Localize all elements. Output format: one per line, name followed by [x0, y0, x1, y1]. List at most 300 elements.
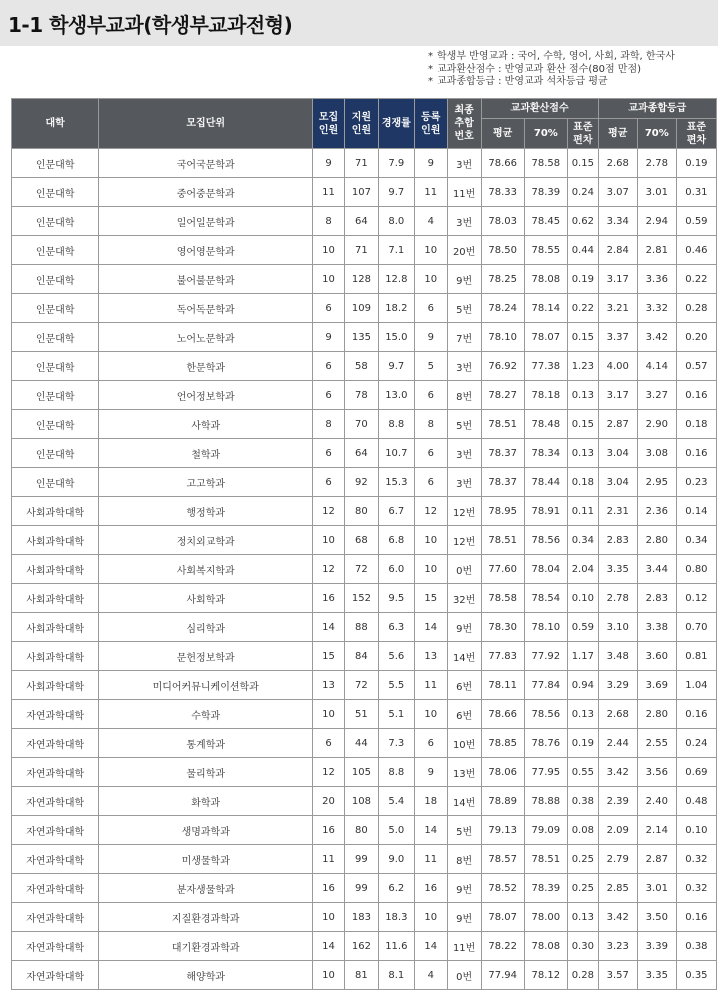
note-marker: * [428, 63, 433, 75]
cell-grade-avg: 2.39 [598, 787, 637, 816]
cell-grade-70: 2.95 [637, 468, 676, 497]
cell-dept: 대기환경과학과 [99, 932, 313, 961]
cell-enroll: 6 [414, 468, 447, 497]
cell-dept: 사학과 [99, 410, 313, 439]
cell-score-70: 78.44 [524, 468, 567, 497]
cell-final: 10번 [447, 729, 481, 758]
cell-grade-70: 3.32 [637, 294, 676, 323]
cell-score-avg: 78.11 [481, 671, 524, 700]
cell-dept: 화학과 [99, 787, 313, 816]
header-line: 표준 [686, 121, 707, 133]
cell-ratio: 9.7 [378, 352, 414, 381]
cell-recruit: 16 [313, 816, 345, 845]
cell-dept: 사회복지학과 [99, 555, 313, 584]
table-row [12, 497, 717, 526]
cell-final: 0번 [447, 961, 481, 990]
header-ratio: 경쟁률 [378, 99, 414, 149]
cell-enroll: 4 [414, 961, 447, 990]
note-text: 학생부 반영교과 : 국어, 수학, 영어, 사회, 과학, 한국사 [437, 51, 675, 62]
cell-grade-avg: 3.35 [598, 555, 637, 584]
cell-univ: 자연과학대학 [12, 845, 99, 874]
cell-univ: 자연과학대학 [12, 700, 99, 729]
cell-score-avg: 77.94 [481, 961, 524, 990]
cell-dept: 미생물학과 [99, 845, 313, 874]
cell-dept: 고고학과 [99, 468, 313, 497]
cell-grade-70: 2.14 [637, 816, 676, 845]
cell-ratio: 6.7 [378, 497, 414, 526]
header-line: 지원 [351, 111, 372, 123]
cell-score-sd: 0.59 [567, 613, 598, 642]
table-row [12, 700, 717, 729]
cell-apply: 107 [344, 178, 378, 207]
cell-grade-sd: 0.24 [676, 729, 716, 758]
cell-grade-70: 3.60 [637, 642, 676, 671]
header-grade-sd [676, 119, 716, 149]
table-row [12, 294, 717, 323]
cell-grade-70: 3.42 [637, 323, 676, 352]
cell-score-sd: 0.22 [567, 294, 598, 323]
cell-score-sd: 0.08 [567, 816, 598, 845]
cell-grade-sd: 0.16 [676, 700, 716, 729]
cell-grade-sd: 0.10 [676, 816, 716, 845]
table-row [12, 265, 717, 294]
cell-score-avg: 78.52 [481, 874, 524, 903]
header-final [447, 99, 481, 149]
cell-ratio: 5.6 [378, 642, 414, 671]
cell-recruit: 6 [313, 294, 345, 323]
cell-grade-sd: 0.31 [676, 178, 716, 207]
cell-score-sd: 0.25 [567, 874, 598, 903]
cell-grade-avg: 3.42 [598, 758, 637, 787]
cell-final: 20번 [447, 236, 481, 265]
cell-score-70: 78.91 [524, 497, 567, 526]
table-row [12, 381, 717, 410]
cell-apply: 72 [344, 555, 378, 584]
header-grade-70: 70% [637, 119, 676, 149]
cell-score-sd: 0.44 [567, 236, 598, 265]
cell-score-sd: 2.04 [567, 555, 598, 584]
header-line: 번호 [454, 131, 474, 142]
cell-score-sd: 0.24 [567, 178, 598, 207]
cell-enroll: 12 [414, 497, 447, 526]
cell-grade-sd: 0.32 [676, 874, 716, 903]
cell-dept: 사회학과 [99, 584, 313, 613]
cell-grade-sd: 0.48 [676, 787, 716, 816]
cell-grade-70: 3.69 [637, 671, 676, 700]
cell-apply: 51 [344, 700, 378, 729]
cell-univ: 사회과학대학 [12, 497, 99, 526]
table-row [12, 323, 717, 352]
cell-grade-sd: 0.38 [676, 932, 716, 961]
cell-recruit: 14 [313, 932, 345, 961]
header-score-group: 교과환산점수 [481, 99, 598, 119]
cell-apply: 71 [344, 236, 378, 265]
cell-score-sd: 0.13 [567, 439, 598, 468]
cell-score-sd: 0.34 [567, 526, 598, 555]
cell-apply: 80 [344, 816, 378, 845]
cell-enroll: 10 [414, 903, 447, 932]
cell-score-70: 78.18 [524, 381, 567, 410]
cell-ratio: 8.8 [378, 410, 414, 439]
cell-score-avg: 78.30 [481, 613, 524, 642]
cell-score-sd: 0.19 [567, 265, 598, 294]
cell-final: 14번 [447, 642, 481, 671]
cell-score-70: 77.95 [524, 758, 567, 787]
cell-score-70: 78.48 [524, 410, 567, 439]
table-row [12, 961, 717, 990]
cell-enroll: 18 [414, 787, 447, 816]
cell-grade-sd: 0.16 [676, 439, 716, 468]
cell-score-avg: 78.06 [481, 758, 524, 787]
cell-grade-70: 3.56 [637, 758, 676, 787]
cell-grade-70: 4.14 [637, 352, 676, 381]
cell-score-avg: 79.13 [481, 816, 524, 845]
cell-univ: 사회과학대학 [12, 671, 99, 700]
cell-grade-avg: 3.17 [598, 381, 637, 410]
cell-ratio: 18.3 [378, 903, 414, 932]
header-line: 편차 [573, 134, 593, 146]
header-recruit [313, 99, 345, 149]
cell-recruit: 8 [313, 410, 345, 439]
cell-recruit: 6 [313, 381, 345, 410]
table-row [12, 758, 717, 787]
cell-score-70: 78.45 [524, 207, 567, 236]
cell-final: 7번 [447, 323, 481, 352]
cell-dept: 수학과 [99, 700, 313, 729]
notes [428, 51, 675, 89]
page-title: 1-1 학생부교과(학생부교과전형) [8, 12, 293, 37]
cell-score-avg: 78.10 [481, 323, 524, 352]
cell-apply: 72 [344, 671, 378, 700]
cell-ratio: 7.9 [378, 149, 414, 178]
cell-grade-avg: 3.17 [598, 265, 637, 294]
cell-grade-sd: 0.80 [676, 555, 716, 584]
cell-univ: 인문대학 [12, 381, 99, 410]
cell-recruit: 12 [313, 758, 345, 787]
cell-score-sd: 0.19 [567, 729, 598, 758]
cell-score-sd: 1.23 [567, 352, 598, 381]
cell-grade-avg: 3.37 [598, 323, 637, 352]
cell-grade-avg: 2.09 [598, 816, 637, 845]
cell-grade-70: 2.87 [637, 845, 676, 874]
table-body [12, 149, 717, 990]
cell-univ: 사회과학대학 [12, 642, 99, 671]
cell-ratio: 8.8 [378, 758, 414, 787]
cell-score-70: 78.88 [524, 787, 567, 816]
cell-ratio: 7.1 [378, 236, 414, 265]
cell-score-avg: 78.27 [481, 381, 524, 410]
cell-score-sd: 0.13 [567, 700, 598, 729]
table-row [12, 207, 717, 236]
cell-enroll: 9 [414, 149, 447, 178]
cell-grade-70: 3.01 [637, 874, 676, 903]
cell-score-70: 78.04 [524, 555, 567, 584]
table-row [12, 526, 717, 555]
cell-grade-70: 2.80 [637, 700, 676, 729]
header-enroll [414, 99, 447, 149]
cell-dept: 통계학과 [99, 729, 313, 758]
cell-univ: 자연과학대학 [12, 729, 99, 758]
cell-score-avg: 78.57 [481, 845, 524, 874]
cell-grade-sd: 0.19 [676, 149, 716, 178]
cell-score-sd: 0.15 [567, 323, 598, 352]
cell-univ: 자연과학대학 [12, 787, 99, 816]
cell-score-avg: 78.95 [481, 497, 524, 526]
cell-enroll: 8 [414, 410, 447, 439]
table-row [12, 845, 717, 874]
cell-final: 9번 [447, 903, 481, 932]
cell-grade-sd: 0.57 [676, 352, 716, 381]
cell-grade-avg: 3.10 [598, 613, 637, 642]
table-row [12, 874, 717, 903]
cell-score-avg: 78.25 [481, 265, 524, 294]
cell-recruit: 8 [313, 207, 345, 236]
header-grade-avg: 평균 [598, 119, 637, 149]
cell-score-avg: 78.58 [481, 584, 524, 613]
cell-grade-avg: 3.29 [598, 671, 637, 700]
cell-score-70: 78.08 [524, 932, 567, 961]
cell-score-70: 77.92 [524, 642, 567, 671]
cell-score-sd: 0.10 [567, 584, 598, 613]
cell-score-sd: 1.17 [567, 642, 598, 671]
cell-ratio: 6.8 [378, 526, 414, 555]
cell-score-70: 79.09 [524, 816, 567, 845]
cell-recruit: 6 [313, 729, 345, 758]
header-line: 편차 [686, 134, 707, 146]
cell-enroll: 13 [414, 642, 447, 671]
table-row [12, 352, 717, 381]
cell-final: 6번 [447, 700, 481, 729]
cell-apply: 44 [344, 729, 378, 758]
cell-grade-70: 3.50 [637, 903, 676, 932]
header-score-sd [567, 119, 598, 149]
cell-apply: 80 [344, 497, 378, 526]
header-score-avg: 평균 [481, 119, 524, 149]
cell-score-70: 78.14 [524, 294, 567, 323]
header-line: 인원 [421, 124, 441, 136]
cell-final: 8번 [447, 381, 481, 410]
cell-grade-avg: 2.68 [598, 700, 637, 729]
cell-univ: 자연과학대학 [12, 874, 99, 903]
cell-apply: 78 [344, 381, 378, 410]
cell-grade-avg: 2.84 [598, 236, 637, 265]
cell-grade-70: 3.39 [637, 932, 676, 961]
cell-grade-sd: 0.16 [676, 903, 716, 932]
cell-univ: 인문대학 [12, 265, 99, 294]
cell-grade-70: 3.44 [637, 555, 676, 584]
cell-univ: 인문대학 [12, 178, 99, 207]
table-row [12, 410, 717, 439]
cell-score-avg: 76.92 [481, 352, 524, 381]
cell-score-sd: 0.13 [567, 381, 598, 410]
cell-grade-70: 2.90 [637, 410, 676, 439]
cell-final: 5번 [447, 816, 481, 845]
header-apply [344, 99, 378, 149]
cell-apply: 183 [344, 903, 378, 932]
cell-score-avg: 78.51 [481, 526, 524, 555]
cell-grade-avg: 3.07 [598, 178, 637, 207]
cell-score-70: 78.39 [524, 178, 567, 207]
cell-score-70: 78.12 [524, 961, 567, 990]
cell-score-sd: 0.13 [567, 903, 598, 932]
cell-grade-avg: 2.87 [598, 410, 637, 439]
cell-ratio: 8.1 [378, 961, 414, 990]
cell-score-70: 78.10 [524, 613, 567, 642]
cell-enroll: 5 [414, 352, 447, 381]
cell-score-sd: 0.25 [567, 845, 598, 874]
cell-final: 14번 [447, 787, 481, 816]
cell-score-sd: 0.15 [567, 149, 598, 178]
cell-recruit: 6 [313, 439, 345, 468]
cell-grade-avg: 2.79 [598, 845, 637, 874]
cell-apply: 58 [344, 352, 378, 381]
cell-dept: 정치외교학과 [99, 526, 313, 555]
cell-grade-avg: 3.04 [598, 439, 637, 468]
cell-recruit: 16 [313, 874, 345, 903]
cell-score-sd: 0.38 [567, 787, 598, 816]
cell-recruit: 10 [313, 700, 345, 729]
header-line: 인원 [318, 124, 339, 136]
cell-dept: 영어영문학과 [99, 236, 313, 265]
cell-score-sd: 0.30 [567, 932, 598, 961]
cell-score-avg: 78.50 [481, 236, 524, 265]
cell-ratio: 5.1 [378, 700, 414, 729]
cell-recruit: 9 [313, 323, 345, 352]
header-line: 등록 [421, 111, 441, 123]
cell-score-70: 78.58 [524, 149, 567, 178]
table-row [12, 584, 717, 613]
cell-recruit: 15 [313, 642, 345, 671]
cell-score-70: 78.51 [524, 845, 567, 874]
cell-apply: 108 [344, 787, 378, 816]
cell-univ: 자연과학대학 [12, 961, 99, 990]
cell-dept: 지질환경과학과 [99, 903, 313, 932]
cell-score-sd: 0.55 [567, 758, 598, 787]
cell-grade-sd: 0.34 [676, 526, 716, 555]
cell-ratio: 10.7 [378, 439, 414, 468]
cell-grade-avg: 2.78 [598, 584, 637, 613]
cell-univ: 사회과학대학 [12, 613, 99, 642]
table-row [12, 468, 717, 497]
cell-final: 13번 [447, 758, 481, 787]
cell-score-avg: 78.22 [481, 932, 524, 961]
cell-enroll: 14 [414, 613, 447, 642]
table-row [12, 149, 717, 178]
cell-recruit: 11 [313, 178, 345, 207]
admission-table [11, 98, 717, 990]
cell-score-sd: 0.94 [567, 671, 598, 700]
cell-score-70: 77.38 [524, 352, 567, 381]
cell-ratio: 7.3 [378, 729, 414, 758]
cell-score-avg: 78.37 [481, 468, 524, 497]
cell-grade-70: 3.36 [637, 265, 676, 294]
cell-enroll: 6 [414, 729, 447, 758]
cell-grade-avg: 3.57 [598, 961, 637, 990]
cell-enroll: 14 [414, 932, 447, 961]
cell-score-avg: 78.66 [481, 149, 524, 178]
cell-univ: 인문대학 [12, 410, 99, 439]
table-row [12, 555, 717, 584]
cell-grade-sd: 1.04 [676, 671, 716, 700]
table-row [12, 439, 717, 468]
cell-apply: 92 [344, 468, 378, 497]
cell-grade-sd: 0.32 [676, 845, 716, 874]
cell-score-avg: 78.85 [481, 729, 524, 758]
note-text: 교과종합등급 : 반영교과 석차등급 평균 [437, 76, 608, 87]
cell-recruit: 10 [313, 961, 345, 990]
title-bar [0, 0, 718, 46]
cell-final: 9번 [447, 265, 481, 294]
cell-grade-sd: 0.16 [676, 381, 716, 410]
cell-grade-avg: 2.31 [598, 497, 637, 526]
header-line: 최종 [454, 105, 474, 116]
cell-recruit: 12 [313, 497, 345, 526]
cell-recruit: 10 [313, 236, 345, 265]
cell-grade-avg: 4.00 [598, 352, 637, 381]
cell-ratio: 6.3 [378, 613, 414, 642]
table-row [12, 932, 717, 961]
cell-recruit: 10 [313, 526, 345, 555]
cell-ratio: 15.0 [378, 323, 414, 352]
cell-univ: 자연과학대학 [12, 758, 99, 787]
cell-enroll: 9 [414, 758, 447, 787]
cell-dept: 생명과학과 [99, 816, 313, 845]
cell-univ: 자연과학대학 [12, 932, 99, 961]
cell-grade-70: 3.38 [637, 613, 676, 642]
cell-score-sd: 0.62 [567, 207, 598, 236]
cell-univ: 인문대학 [12, 439, 99, 468]
cell-univ: 인문대학 [12, 149, 99, 178]
cell-grade-avg: 3.21 [598, 294, 637, 323]
header-score-70: 70% [524, 119, 567, 149]
cell-grade-avg: 3.34 [598, 207, 637, 236]
header-grade-group: 교과종합등급 [598, 99, 716, 119]
cell-score-70: 78.55 [524, 236, 567, 265]
note-line [428, 64, 675, 77]
cell-dept: 행정학과 [99, 497, 313, 526]
note-line [428, 51, 675, 64]
cell-ratio: 18.2 [378, 294, 414, 323]
cell-recruit: 10 [313, 265, 345, 294]
cell-grade-avg: 2.83 [598, 526, 637, 555]
cell-dept: 미디어커뮤니케이션학과 [99, 671, 313, 700]
cell-recruit: 6 [313, 468, 345, 497]
cell-enroll: 4 [414, 207, 447, 236]
cell-grade-sd: 0.59 [676, 207, 716, 236]
cell-grade-avg: 3.48 [598, 642, 637, 671]
cell-dept: 일어일문학과 [99, 207, 313, 236]
cell-score-avg: 78.03 [481, 207, 524, 236]
cell-dept: 철학과 [99, 439, 313, 468]
cell-dept: 물리학과 [99, 758, 313, 787]
cell-grade-sd: 0.14 [676, 497, 716, 526]
cell-final: 5번 [447, 294, 481, 323]
cell-enroll: 14 [414, 816, 447, 845]
cell-enroll: 10 [414, 700, 447, 729]
cell-apply: 70 [344, 410, 378, 439]
cell-dept: 한문학과 [99, 352, 313, 381]
cell-grade-sd: 0.12 [676, 584, 716, 613]
cell-enroll: 6 [414, 381, 447, 410]
cell-grade-avg: 3.04 [598, 468, 637, 497]
cell-final: 6번 [447, 671, 481, 700]
cell-ratio: 12.8 [378, 265, 414, 294]
cell-dept: 심리학과 [99, 613, 313, 642]
cell-apply: 109 [344, 294, 378, 323]
cell-score-sd: 0.28 [567, 961, 598, 990]
cell-final: 11번 [447, 178, 481, 207]
cell-grade-70: 2.55 [637, 729, 676, 758]
